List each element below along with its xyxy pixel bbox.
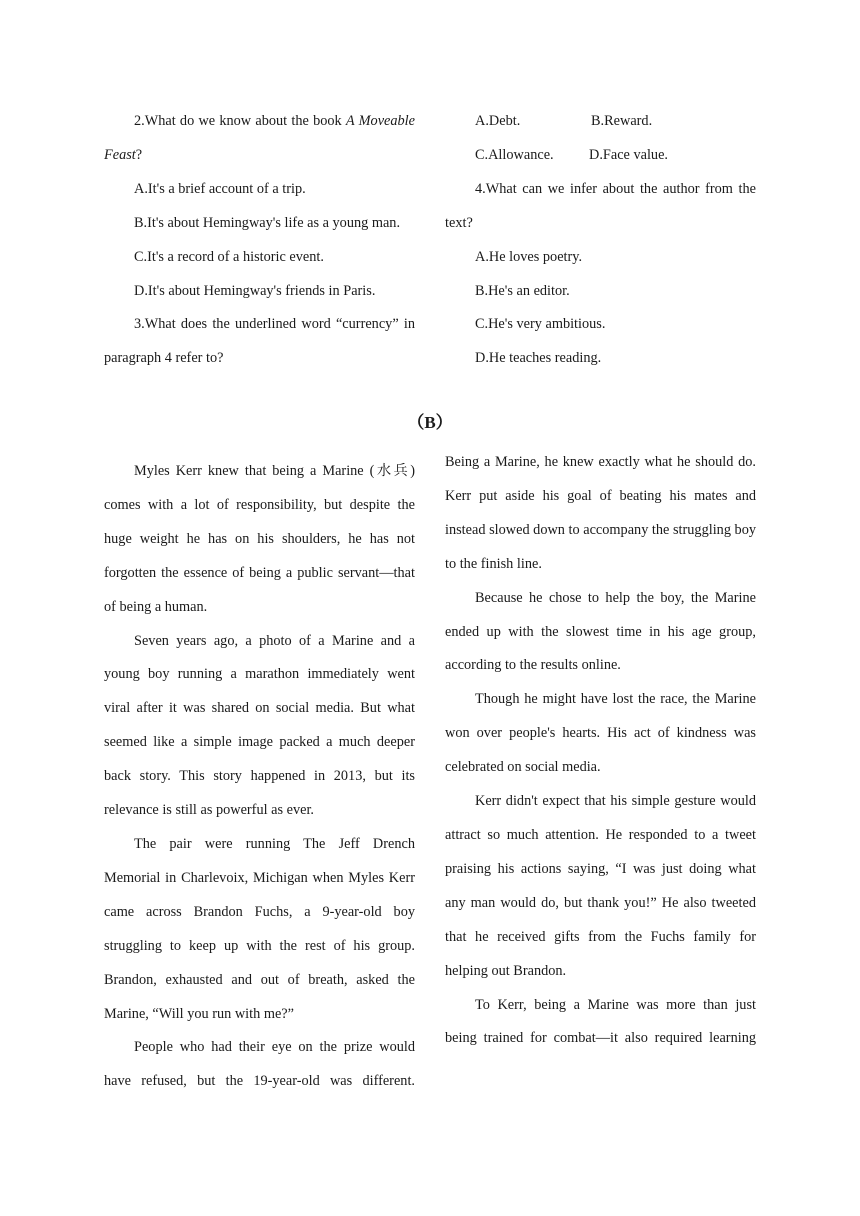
question-2-option-b: B.It's about Hemingway's life as a young man. (134, 214, 401, 231)
question-2-option-c: C.It's a record of a historic event. (134, 248, 324, 265)
question-4-option-a: A.He loves poetry. (475, 248, 583, 265)
question-4-option-d: D.He teaches reading. (475, 350, 602, 367)
passage-left-column (104, 455, 415, 1099)
question-2-option-d: D.It's about Hemingway's friends in Paris. (134, 282, 376, 299)
question-3-stem: 3.What does the underlined word “currency” in paragraph 4 refer to? (104, 316, 415, 367)
question-3-option-c: C.Allowance. (475, 146, 554, 163)
section-title: （B） (407, 413, 453, 432)
passage-paragraph: Because he chose to help the boy, the Marine ended up with the slowest time in his age group, according to the results online. (445, 589, 756, 674)
passage-paragraph: Myles Kerr knew that being a Marine (水兵) comes with a lot of responsibility, but despite the huge weight he has on his shoulders, he has not forgotten the essence of being a public servant—that of being a human. (104, 463, 415, 615)
question-3-options-row-2 (445, 139, 756, 173)
passage-paragraph: The pair were running The Jeff Drench Memorial in Charlevoix, Michigan when Myles Kerr came across Brandon Fuchs, a 9-year-old boy struggling to keep up with the rest of his group. Brandon, exhausted and out of breath, asked the Marine, “Will you run with me?” (104, 835, 415, 1022)
passage-paragraph: To Kerr, being a Marine was more than just being trained for combat—it also required learning (445, 996, 756, 1047)
question-2-suffix: ? (135, 146, 143, 163)
question-4-option-b: B.He's an editor. (475, 282, 570, 299)
passage-paragraph: Being a Marine, he knew exactly what he should do. Kerr put aside his goal of beating his mates and instead slowed down to accompany the struggling boy to the finish line. (445, 454, 756, 572)
question-3-option-d: D.Face value. (589, 146, 668, 163)
passage-paragraph: People who had their eye on the prize would have refused, but the 19-year-old was different. (104, 1039, 415, 1090)
question-2-stem (104, 105, 415, 173)
question-3-option-b: B.Reward. (591, 113, 653, 129)
question-2-option-a: A.It's a brief account of a trip. (134, 180, 306, 197)
question-4-option-c: C.He's very ambitious. (475, 316, 606, 333)
passage-right-column (445, 446, 756, 1056)
passage-paragraph: Seven years ago, a photo of a Marine and a young boy running a marathon immediately went viral after it was shared on social media. But what seemed like a simple image packed a much deeper back story. This story happened in 2013, but its relevance is still as powerful as ever. (104, 632, 415, 819)
question-3-options-row-1 (445, 105, 756, 139)
passage-paragraph: Though he might have lost the race, the Marine won over people's hearts. His act of kindness was celebrated on social media. (445, 691, 756, 776)
question-4-stem: 4.What can we infer about the author from the text? (445, 180, 756, 231)
question-3-option-a: A.Debt. (475, 113, 521, 129)
passage-paragraph: Kerr didn't expect that his simple gesture would attract so much attention. He responded to a tweet praising his actions saying, “I was just doing what any man would do, but thank you!” He also tweeted that he received gifts from the Fuchs family for helping out Brandon. (445, 793, 756, 979)
book-title: A Moveable Feast (104, 113, 415, 163)
question-2-prefix: 2.What do we know about the book (134, 113, 346, 129)
questions-left-column (104, 105, 415, 376)
questions-right-column (445, 105, 756, 376)
